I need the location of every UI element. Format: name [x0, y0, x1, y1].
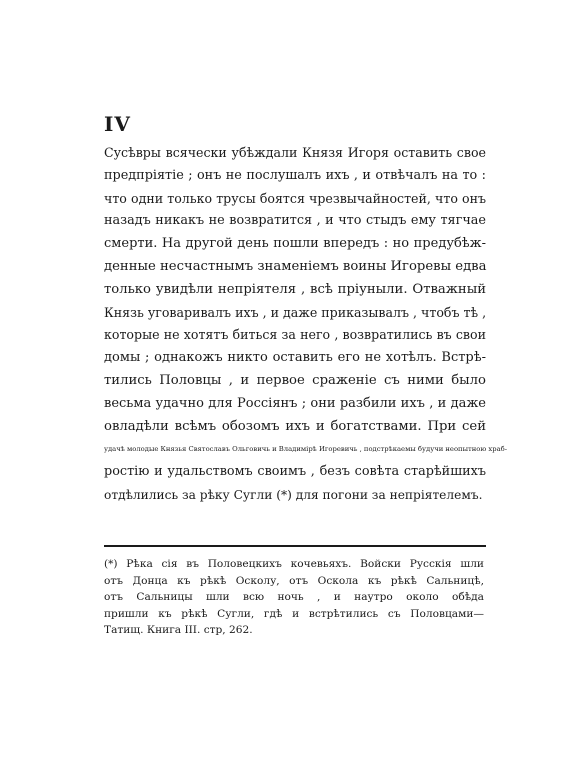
footnote-divider: [104, 545, 486, 547]
text-line-11: тились Половцы , и первое сраженіе съ ними было: [104, 372, 486, 388]
footnote-line-5: Татищ. Книга III. стр, 262.: [104, 624, 253, 637]
text-line-6: денные несчастнымъ знаменіемъ воины Игоревы едва: [104, 258, 487, 274]
text-line-14: [104, 438, 508, 461]
footnote-line-3: отъ Сальницы шли всю ночь , и наутро около обѣда: [104, 591, 484, 604]
main-text: [104, 142, 508, 507]
text-line-16: отдѣлились за рѣку Сугли (*) для погони за непріятелемъ.: [104, 487, 483, 502]
text-line-14-content: удачѣ молодые Князья Святославъ Ольговичь и Владимірѣ Игоревичь , подстрѣкаемы будучи неопытною храб-: [104, 445, 508, 454]
footnote-line-4: пришли къ рѣкѣ Сугли, гдѣ и встрѣтились съ Половцами—: [104, 607, 484, 620]
text-line-7: только увидѣли непріятеля , всѣ пріуныли. Отважный: [104, 281, 486, 297]
text-line-13: овладѣли всѣмъ обозомъ ихъ и богатствами. При сей: [104, 418, 486, 434]
text-line-3: что одни только трусы боятся чрезвычайностей, что онъ: [104, 190, 486, 206]
text-line-15: ростію и удальствомъ своимъ , безъ совѣта старѣйшихъ: [104, 464, 486, 480]
footnote-line-1: (*) Рѣка сія въ Половецкихъ кочевьяхъ. Войски Русскія шли: [104, 558, 484, 570]
text-line-8: Князь уговаривалъ ихъ , и даже приказывалъ , чтобъ тѣ ,: [104, 304, 487, 320]
text-line-12: весьма удачно для Россіянъ ; они разбили ихъ , и даже: [104, 395, 486, 411]
text-line-5: смерти. На другой день пошли впередъ : но предубѣж-: [104, 236, 486, 252]
text-line-4: назадъ никакъ не возвратится , и что стыдъ ему тягчае: [104, 213, 486, 229]
footnote: [104, 556, 484, 639]
footnote-line-2: отъ Донца къ рѣкѣ Осколу, отъ Оскола къ рѣкѣ Сальницѣ,: [104, 574, 484, 587]
text-line-2: предпріятіе ; онъ не послушалъ ихъ , и отвѣчалъ на то :: [104, 167, 486, 183]
page-number: IV: [104, 112, 131, 136]
text-line-9: которые не хотятъ биться за него , возвратились въ свои: [104, 327, 486, 343]
text-line-10: домы ; однакожъ никто оставить его не хотѣлъ. Встрѣ-: [104, 350, 486, 366]
text-line-1: Сусѣвры всячески убѣждали Князя Игоря оставить свое: [104, 145, 486, 160]
